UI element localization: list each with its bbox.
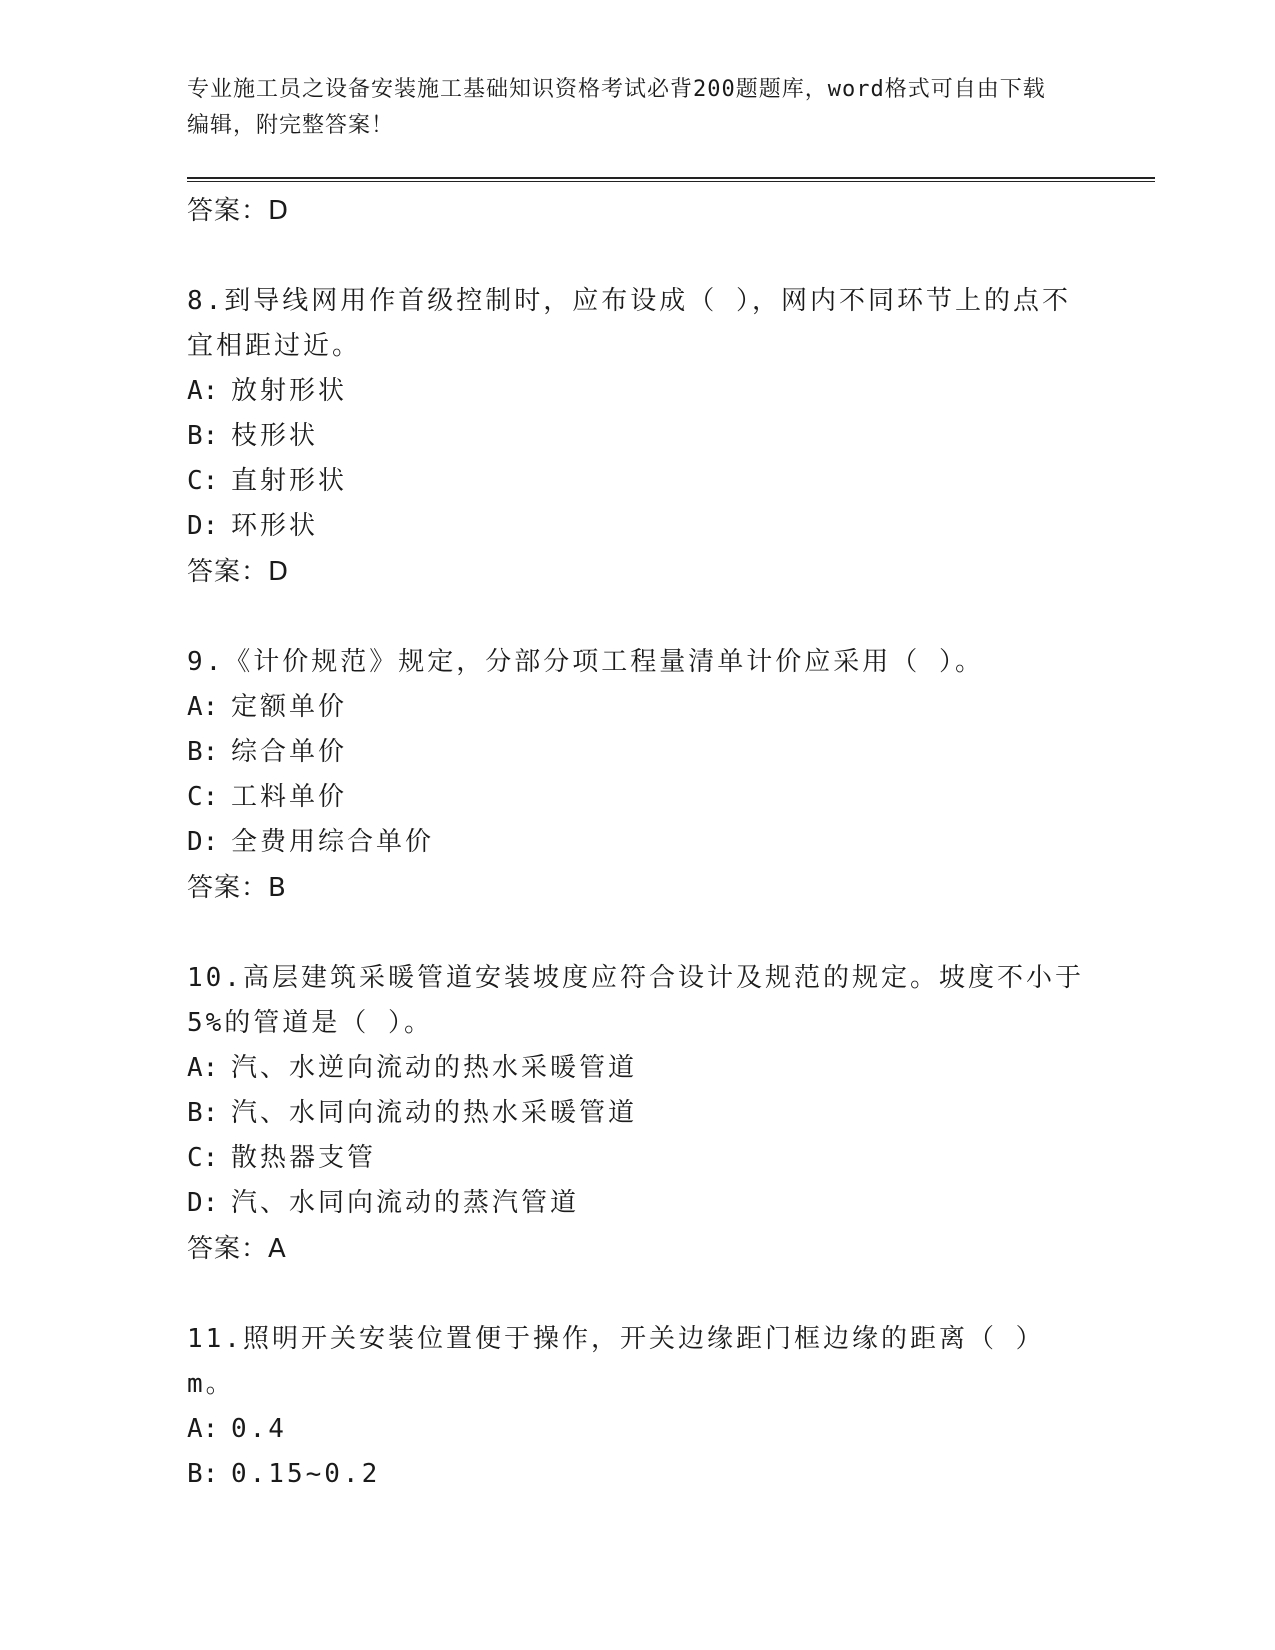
answer-line: 答案：D	[187, 557, 290, 587]
option-d	[187, 1181, 1087, 1226]
question-item	[187, 279, 1087, 595]
option-key: C:	[187, 1143, 219, 1173]
option-text: 环形状	[231, 511, 319, 541]
option-text: 枝形状	[231, 421, 319, 451]
option-c	[187, 459, 1087, 504]
option-text: 放射形状	[231, 376, 348, 406]
option-key: A:	[187, 692, 219, 722]
option-a	[187, 685, 1087, 730]
option-d	[187, 820, 1087, 865]
option-c	[187, 775, 1087, 820]
option-key: B:	[187, 737, 219, 767]
question-item	[187, 1317, 1087, 1497]
option-d	[187, 504, 1087, 549]
option-key: A:	[187, 1414, 219, 1444]
option-a	[187, 1046, 1087, 1091]
option-key: A:	[187, 376, 219, 406]
question-stem: 8.到导线网用作首级控制时，应布设成（ ），网内不同环节上的点不宜相距过近。	[187, 286, 1071, 361]
option-text: 0.4	[231, 1414, 287, 1444]
option-key: D:	[187, 511, 219, 541]
option-key: B:	[187, 1098, 219, 1128]
document-title: 专业施工员之设备安装施工基础知识资格考试必背200题题库，word格式可自由下载编辑，附完整答案！	[187, 77, 1046, 138]
option-text: 汽、水逆向流动的热水采暖管道	[231, 1053, 638, 1083]
question-item	[187, 640, 1087, 911]
page-header	[187, 72, 1067, 144]
option-a	[187, 369, 1087, 414]
header-divider	[187, 177, 1155, 182]
option-text: 全费用综合单价	[231, 827, 435, 857]
option-text: 直射形状	[231, 466, 348, 496]
question-list	[187, 188, 1087, 1497]
answer-line: 答案：A	[187, 1234, 287, 1264]
question-stem: 9.《计价规范》规定，分部分项工程量清单计价应采用（ ）。	[187, 647, 984, 677]
question-item	[187, 956, 1087, 1272]
option-text: 定额单价	[231, 692, 348, 722]
option-key: B:	[187, 1459, 219, 1489]
answer-line: 答案：B	[187, 873, 287, 903]
option-text: 综合单价	[231, 737, 348, 767]
option-b	[187, 414, 1087, 459]
question-stem: 10.高层建筑采暖管道安装坡度应符合设计及规范的规定。坡度不小于5%的管道是（ ）。	[187, 963, 1084, 1038]
option-text: 0.15~0.2	[231, 1459, 381, 1489]
option-b	[187, 1452, 1087, 1497]
option-key: A:	[187, 1053, 219, 1083]
option-text: 汽、水同向流动的热水采暖管道	[231, 1098, 638, 1128]
question-stem: 11.照明开关安装位置便于操作，开关边缘距门框边缘的距离（ ）m。	[187, 1324, 1045, 1399]
option-key: D:	[187, 1188, 219, 1218]
option-a	[187, 1407, 1087, 1452]
option-text: 工料单价	[231, 782, 348, 812]
option-c	[187, 1136, 1087, 1181]
option-key: C:	[187, 782, 219, 812]
option-text: 散热器支管	[231, 1143, 377, 1173]
answer-line: 答案：D	[187, 196, 290, 226]
option-key: D:	[187, 827, 219, 857]
option-b	[187, 1091, 1087, 1136]
option-key: B:	[187, 421, 219, 451]
option-text: 汽、水同向流动的蒸汽管道	[231, 1188, 580, 1218]
option-key: C:	[187, 466, 219, 496]
option-b	[187, 730, 1087, 775]
